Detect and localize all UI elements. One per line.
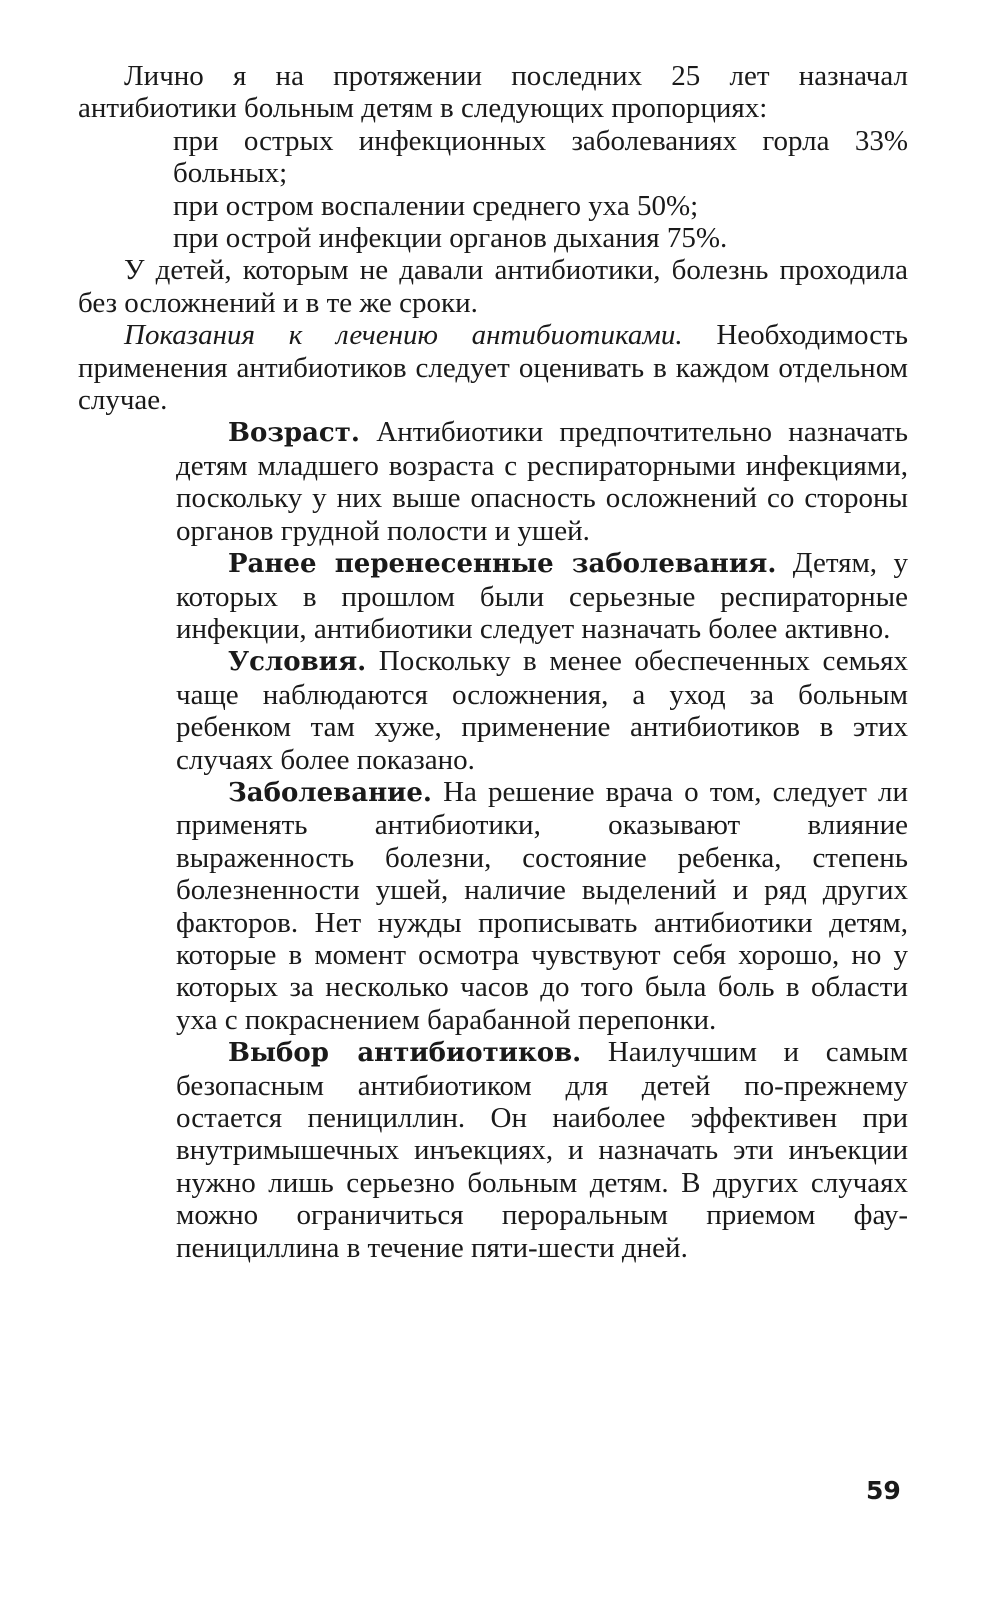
conditions-heading: Условия. <box>228 647 367 678</box>
choice-heading: Выбор антибиотиков. <box>228 1038 582 1069</box>
indications-paragraph <box>78 319 908 416</box>
percent-list <box>173 125 908 255</box>
page-body <box>78 60 908 1264</box>
choice-text: Наилучшим и самым безопасным антибиотиком для детей по-прежнему остается пенициллин. Он наиболее эффективен при внутримышечных инъекциях, и назначать эти инъекции нужно лишь серьезно больным детям. В других случаях можно ограничиться пероральным приемом фау-пенициллина в течение пяти-шести дней. <box>176 1036 908 1264</box>
history-text: Детям, у которых в прошлом были серьезные респираторные инфекции, антибиотики следует назначать более активно. <box>176 547 908 645</box>
age-paragraph <box>176 416 908 547</box>
conditions-text: Поскольку в менее обеспеченных семьях чаще наблюдаются осложнения, а уход за больным ребенком там хуже, применение антибиотиков в этих случаях более показано. <box>176 645 908 776</box>
intro-paragraph: Лично я на протяжении последних 25 лет назначал антибиотики больным детям в следующих пропорциях: <box>78 60 908 125</box>
conditions-paragraph <box>176 645 908 776</box>
no-antibiotics-paragraph: У детей, которым не давали антибиотики, болезнь проходила без осложнений и в те же сроки. <box>78 254 908 319</box>
age-text: Антибиотики предпочтительно назначать детям младшего возраста с респираторными инфекциями, поскольку у них выше опасность осложнений со стороны органов грудной полости и ушей. <box>176 416 908 547</box>
list-item: при острой инфекции органов дыхания 75%. <box>173 222 728 255</box>
disease-heading: Заболевание. <box>228 777 432 808</box>
choice-paragraph <box>176 1036 908 1264</box>
history-heading: Ранее перенесенные заболевания. <box>228 549 777 580</box>
indications-text: Необходимость применения антибиотиков следует оценивать в каждом отдельном случае. <box>78 319 908 417</box>
criteria-section <box>176 416 908 1264</box>
age-heading: Возраст. <box>228 418 360 449</box>
history-paragraph <box>176 547 908 645</box>
disease-text: На решение врача о том, следует ли применять антибиотики, оказывают влияние выраженность болезни, состояние ребенка, степень болезненности ушей, наличие выделений и ряд других факторов. Нет нужды прописывать антибиотики детям, которые в момент осмотра чувствуют себя хорошо, но у которых за несколько часов до того была боль в области уха с покраснением барабанной перепонки. <box>176 775 908 1036</box>
list-item: при остром воспалении среднего уха 50%; <box>173 189 699 222</box>
indications-heading: Показания к лечению антибиотиками. <box>124 319 683 352</box>
list-item: при острых инфекционных заболеваниях горла 33% больных; <box>173 124 908 190</box>
page-number: 59 <box>866 1476 901 1505</box>
disease-paragraph <box>176 776 908 1036</box>
